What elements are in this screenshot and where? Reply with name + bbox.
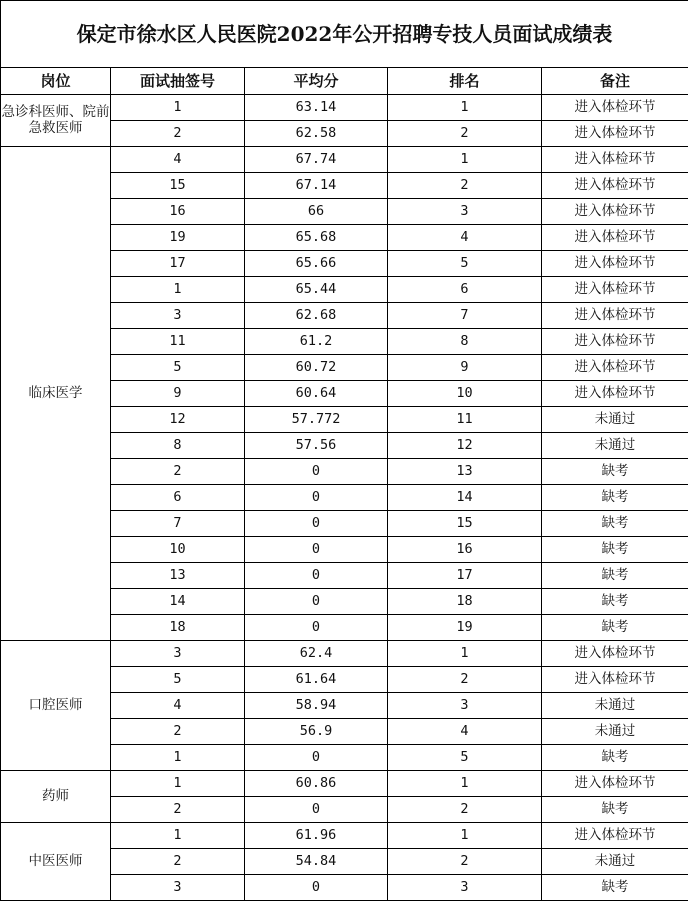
average-score-cell: 0 bbox=[245, 459, 388, 485]
draw-number-cell: 5 bbox=[111, 355, 245, 381]
position-cell: 急诊科医师、院前急救医师 bbox=[1, 95, 111, 147]
draw-number-cell: 5 bbox=[111, 667, 245, 693]
table-row bbox=[1, 95, 688, 121]
note-cell: 缺考 bbox=[542, 485, 688, 511]
draw-number-cell: 4 bbox=[111, 147, 245, 173]
draw-number-cell: 14 bbox=[111, 589, 245, 615]
rank-cell: 3 bbox=[388, 875, 542, 901]
note-cell: 进入体检环节 bbox=[542, 121, 688, 147]
average-score-cell: 67.14 bbox=[245, 173, 388, 199]
draw-number-cell: 9 bbox=[111, 381, 245, 407]
average-score-cell: 0 bbox=[245, 537, 388, 563]
table-row bbox=[1, 147, 688, 173]
rank-cell: 5 bbox=[388, 251, 542, 277]
note-cell: 未通过 bbox=[542, 433, 688, 459]
average-score-cell: 54.84 bbox=[245, 849, 388, 875]
position-cell: 临床医学 bbox=[1, 147, 111, 641]
average-score-cell: 63.14 bbox=[245, 95, 388, 121]
table-row bbox=[1, 823, 688, 849]
note-cell: 进入体检环节 bbox=[542, 641, 688, 667]
note-cell: 进入体检环节 bbox=[542, 667, 688, 693]
rank-cell: 10 bbox=[388, 381, 542, 407]
header-position: 岗位 bbox=[1, 68, 111, 95]
draw-number-cell: 1 bbox=[111, 745, 245, 771]
title-row bbox=[1, 1, 688, 68]
note-cell: 进入体检环节 bbox=[542, 173, 688, 199]
note-cell: 缺考 bbox=[542, 797, 688, 823]
average-score-cell: 0 bbox=[245, 485, 388, 511]
rank-cell: 2 bbox=[388, 173, 542, 199]
table-row bbox=[1, 771, 688, 797]
average-score-cell: 61.2 bbox=[245, 329, 388, 355]
rank-cell: 9 bbox=[388, 355, 542, 381]
draw-number-cell: 8 bbox=[111, 433, 245, 459]
note-cell: 缺考 bbox=[542, 563, 688, 589]
note-cell: 缺考 bbox=[542, 589, 688, 615]
position-cell: 中医医师 bbox=[1, 823, 111, 901]
rank-cell: 3 bbox=[388, 693, 542, 719]
average-score-cell: 60.72 bbox=[245, 355, 388, 381]
rank-cell: 3 bbox=[388, 199, 542, 225]
rank-cell: 8 bbox=[388, 329, 542, 355]
average-score-cell: 58.94 bbox=[245, 693, 388, 719]
draw-number-cell: 3 bbox=[111, 303, 245, 329]
draw-number-cell: 6 bbox=[111, 485, 245, 511]
draw-number-cell: 2 bbox=[111, 459, 245, 485]
rank-cell: 13 bbox=[388, 459, 542, 485]
note-cell: 进入体检环节 bbox=[542, 771, 688, 797]
note-cell: 缺考 bbox=[542, 875, 688, 901]
rank-cell: 14 bbox=[388, 485, 542, 511]
average-score-cell: 65.44 bbox=[245, 277, 388, 303]
note-cell: 缺考 bbox=[542, 745, 688, 771]
note-cell: 缺考 bbox=[542, 615, 688, 641]
header-row bbox=[1, 68, 688, 95]
note-cell: 进入体检环节 bbox=[542, 303, 688, 329]
draw-number-cell: 1 bbox=[111, 823, 245, 849]
rank-cell: 19 bbox=[388, 615, 542, 641]
average-score-cell: 0 bbox=[245, 589, 388, 615]
note-cell: 进入体检环节 bbox=[542, 823, 688, 849]
average-score-cell: 0 bbox=[245, 875, 388, 901]
note-cell: 未通过 bbox=[542, 407, 688, 433]
rank-cell: 17 bbox=[388, 563, 542, 589]
average-score-cell: 0 bbox=[245, 511, 388, 537]
average-score-cell: 57.56 bbox=[245, 433, 388, 459]
average-score-cell: 0 bbox=[245, 797, 388, 823]
note-cell: 进入体检环节 bbox=[542, 355, 688, 381]
average-score-cell: 0 bbox=[245, 745, 388, 771]
table-row bbox=[1, 641, 688, 667]
draw-number-cell: 1 bbox=[111, 277, 245, 303]
average-score-cell: 62.58 bbox=[245, 121, 388, 147]
rank-cell: 1 bbox=[388, 823, 542, 849]
table-body bbox=[1, 1, 688, 901]
note-cell: 进入体检环节 bbox=[542, 95, 688, 121]
average-score-cell: 61.96 bbox=[245, 823, 388, 849]
note-cell: 未通过 bbox=[542, 693, 688, 719]
draw-number-cell: 15 bbox=[111, 173, 245, 199]
draw-number-cell: 2 bbox=[111, 121, 245, 147]
rank-cell: 1 bbox=[388, 147, 542, 173]
rank-cell: 12 bbox=[388, 433, 542, 459]
note-cell: 进入体检环节 bbox=[542, 251, 688, 277]
draw-number-cell: 3 bbox=[111, 641, 245, 667]
draw-number-cell: 16 bbox=[111, 199, 245, 225]
average-score-cell: 60.86 bbox=[245, 771, 388, 797]
note-cell: 未通过 bbox=[542, 719, 688, 745]
average-score-cell: 56.9 bbox=[245, 719, 388, 745]
rank-cell: 11 bbox=[388, 407, 542, 433]
average-score-cell: 61.64 bbox=[245, 667, 388, 693]
note-cell: 进入体检环节 bbox=[542, 225, 688, 251]
note-cell: 缺考 bbox=[542, 459, 688, 485]
position-cell: 口腔医师 bbox=[1, 641, 111, 771]
average-score-cell: 66 bbox=[245, 199, 388, 225]
rank-cell: 2 bbox=[388, 121, 542, 147]
rank-cell: 1 bbox=[388, 641, 542, 667]
position-cell: 药师 bbox=[1, 771, 111, 823]
note-cell: 进入体检环节 bbox=[542, 329, 688, 355]
rank-cell: 2 bbox=[388, 797, 542, 823]
draw-number-cell: 13 bbox=[111, 563, 245, 589]
rank-cell: 4 bbox=[388, 225, 542, 251]
rank-cell: 15 bbox=[388, 511, 542, 537]
draw-number-cell: 18 bbox=[111, 615, 245, 641]
note-cell: 进入体检环节 bbox=[542, 147, 688, 173]
note-cell: 进入体检环节 bbox=[542, 199, 688, 225]
header-average-score: 平均分 bbox=[245, 68, 388, 95]
note-cell: 未通过 bbox=[542, 849, 688, 875]
draw-number-cell: 3 bbox=[111, 875, 245, 901]
average-score-cell: 0 bbox=[245, 615, 388, 641]
header-rank: 排名 bbox=[388, 68, 542, 95]
average-score-cell: 67.74 bbox=[245, 147, 388, 173]
draw-number-cell: 17 bbox=[111, 251, 245, 277]
draw-number-cell: 2 bbox=[111, 849, 245, 875]
note-cell: 进入体检环节 bbox=[542, 381, 688, 407]
average-score-cell: 62.4 bbox=[245, 641, 388, 667]
rank-cell: 7 bbox=[388, 303, 542, 329]
average-score-cell: 60.64 bbox=[245, 381, 388, 407]
draw-number-cell: 1 bbox=[111, 95, 245, 121]
average-score-cell: 57.772 bbox=[245, 407, 388, 433]
rank-cell: 1 bbox=[388, 771, 542, 797]
rank-cell: 2 bbox=[388, 849, 542, 875]
note-cell: 缺考 bbox=[542, 511, 688, 537]
rank-cell: 18 bbox=[388, 589, 542, 615]
average-score-cell: 0 bbox=[245, 563, 388, 589]
average-score-cell: 62.68 bbox=[245, 303, 388, 329]
draw-number-cell: 11 bbox=[111, 329, 245, 355]
draw-number-cell: 2 bbox=[111, 719, 245, 745]
draw-number-cell: 2 bbox=[111, 797, 245, 823]
rank-cell: 16 bbox=[388, 537, 542, 563]
draw-number-cell: 1 bbox=[111, 771, 245, 797]
note-cell: 缺考 bbox=[542, 537, 688, 563]
draw-number-cell: 10 bbox=[111, 537, 245, 563]
rank-cell: 5 bbox=[388, 745, 542, 771]
rank-cell: 2 bbox=[388, 667, 542, 693]
rank-cell: 1 bbox=[388, 95, 542, 121]
header-note: 备注 bbox=[542, 68, 688, 95]
draw-number-cell: 19 bbox=[111, 225, 245, 251]
draw-number-cell: 4 bbox=[111, 693, 245, 719]
draw-number-cell: 7 bbox=[111, 511, 245, 537]
average-score-cell: 65.68 bbox=[245, 225, 388, 251]
average-score-cell: 65.66 bbox=[245, 251, 388, 277]
header-draw-number: 面试抽签号 bbox=[111, 68, 245, 95]
note-cell: 进入体检环节 bbox=[542, 277, 688, 303]
rank-cell: 6 bbox=[388, 277, 542, 303]
draw-number-cell: 12 bbox=[111, 407, 245, 433]
rank-cell: 4 bbox=[388, 719, 542, 745]
table-title: 保定市徐水区人民医院2022年公开招聘专技人员面试成绩表 bbox=[1, 1, 688, 68]
